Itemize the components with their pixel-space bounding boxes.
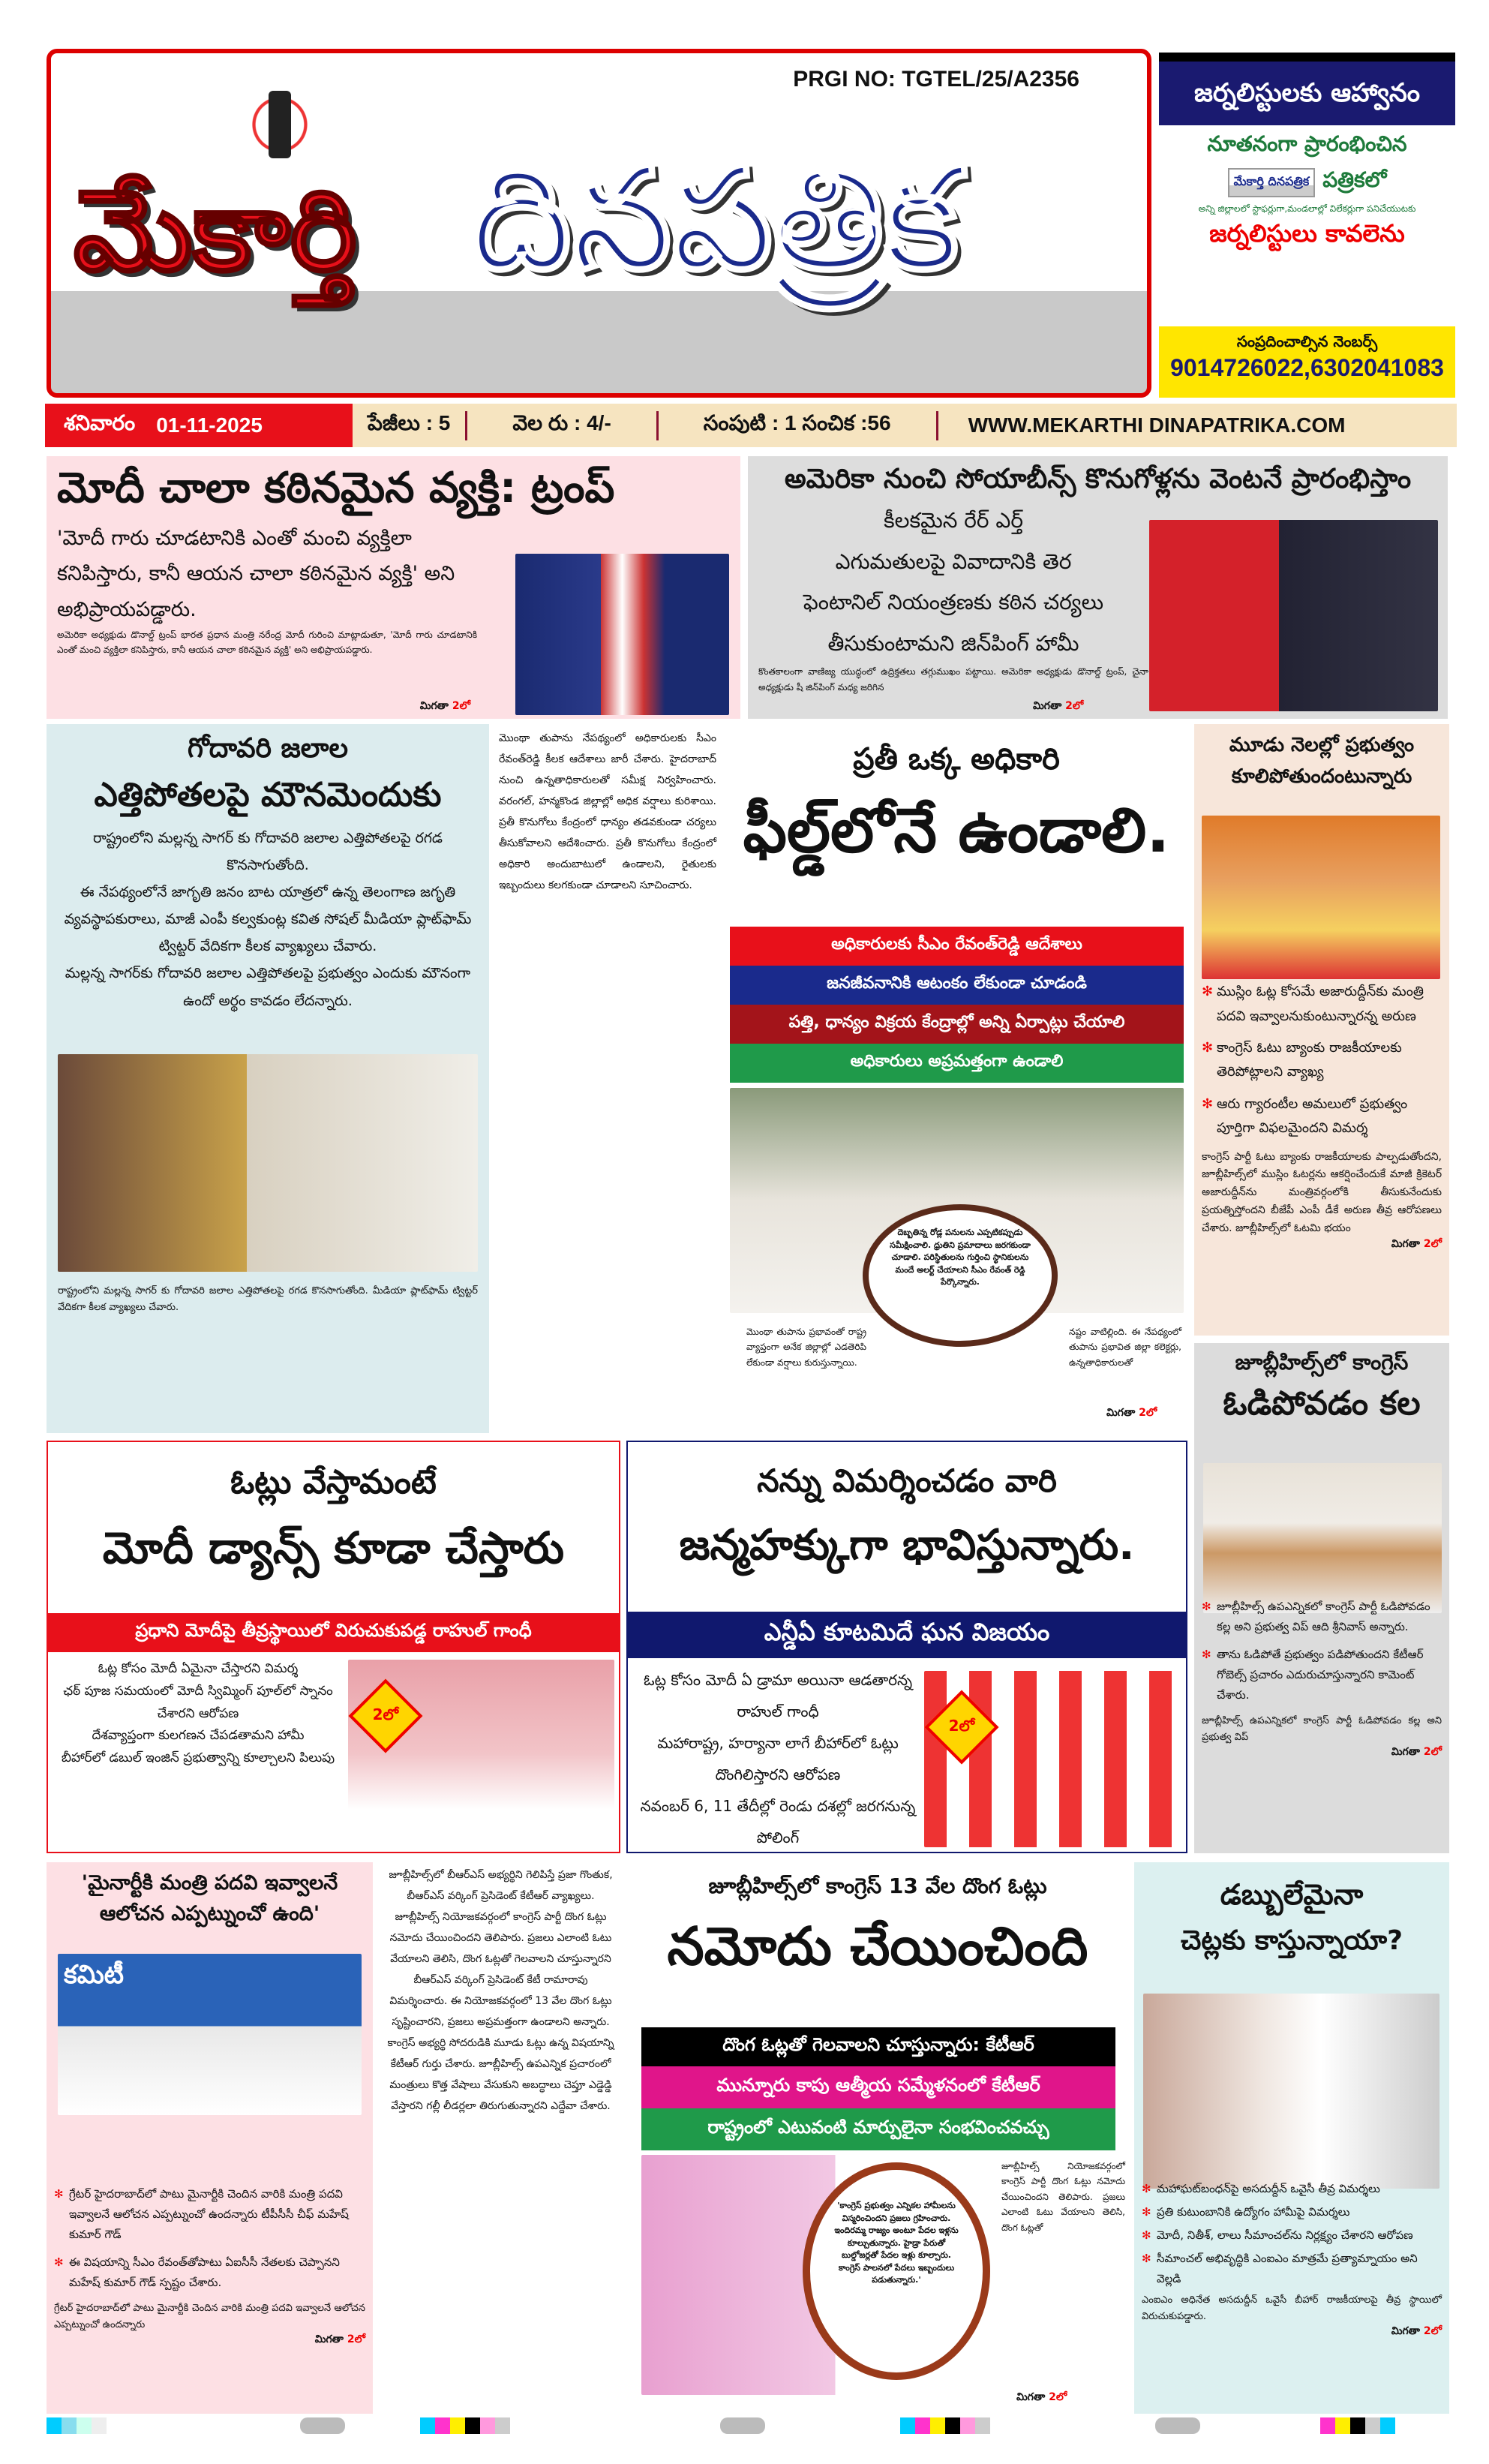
bullet: ✻ జూబ్లీహిల్స్ ఉపఎన్నికలో కాంగ్రెస్ పార్టీ ఓడిపోవడం కల్ల అని ప్రభుత్వ విప్ ఆది శ్రీనివాస్ అన్నారు. [1202,1597,1442,1637]
price: వెల రు : 4/- [467,411,658,440]
bullet: ✻ మోదీ, నితీశ్, లాలు సీమాంచల్‌ను నిర్లక్ష్యం చేశారని ఆరోపణ [1142,2225,1442,2246]
kicker: గోదావరి జలాల [188,733,348,764]
ad-heading: జర్నలిస్టులకు ఆహ్వానం [1159,62,1455,125]
continued-label: మిగతా 2లో [1106,1407,1157,1419]
prgi-number: PRGI NO: TGTEL/25/A2356 [793,67,1079,92]
xi-jinping-photo [1149,520,1438,711]
deck-line: కీలకమైన రేర్ ఎర్త్ [884,508,1023,533]
summary-line: నవంబర్ 6, 11 తేదీల్లో రెండు దశల్లో జరగనున్న పోలింగ్ [640,1797,916,1846]
story-text: ఎంఐఎం అధినేత అసదుద్దీన్ ఒవైసీ బీహార్ రాజకీయాలపై తీవ్ర స్థాయిలో విరుచుకుపడ్డారు. [1142,2294,1442,2322]
deck-line: ఫెంటానిల్ నియంత్రణకు కఠిన చర్యలు [803,590,1104,615]
bullet: ✻ ఆరు గ్యారంటీల అమలులో ప్రభుత్వం పూర్తిగా విఫలమైందని విమర్శ [1202,1092,1442,1141]
headline: ఫీల్డ్‌లోనే ఉండాలి. [743,795,1170,867]
kicker: ప్రతీ ఒక్క అధికారి [853,742,1060,777]
headline: ఎత్తిపోతలపై మౌనమెందుకు [94,776,442,814]
band-red: ప్రధాని మోదీపై తీవ్రస్థాయిలో విరుచుకుపడ్డ రాహుల్ గాంధీ [48,1613,619,1652]
cyclone-column-text: మొంథా తుపాను నేపథ్యంలో అధికారులకు సీఎం రేవంత్‌రెడ్డి కీలక ఆదేశాలు జారీ చేశారు. హైదరాబాద్‌ నుంచి ఉన్నతాధికారులతో సమీక్ష నిర్వహించారు. వరంగల్, హన్మకొండ జిల్లాల్లో అధిక వర్షాలు కురిశాయి. ప్రతీ కొనుగోలు కేంద్రంలో ధాన్యం తడవకుండా చర్యలు తీసుకోవాలని ఆదేశించారు. ప్రతీ కొనుగోలు కేంద్రంలో అధికారి అందుబాటులో ఉండాలని, రైతులకు ఇబ్బందులు కలగకుండా చూడాలని సూచించారు. [499,732,716,891]
website-link[interactable]: WWW.MEKARTHI DINAPATRIKA.COM [968,413,1346,437]
journalist-recruitment-ad [1159,53,1455,398]
volume-issue: సంపుటి : 1 సంచిక :56 [659,411,938,440]
color-registration-bar [900,2417,990,2434]
kavitha-kcr-photo [58,1054,478,1272]
kicker: డబ్బులేమైనా [1220,1878,1364,1911]
summary-line: మహారాష్ట్ర, హర్యానా లాగే బీహార్‌లో ఓట్లు దొంగిలిస్తారని ఆరోపణ [657,1734,899,1783]
summary-line: ఓట్ల కోసం మోదీ ఏమైనా చేస్తారని విమర్శ [98,1661,299,1676]
color-registration-bar [720,2417,765,2434]
page-ref-badge[interactable]: 2లో [349,1679,423,1753]
masthead-title-red: మేకార్తి [74,166,357,296]
page-ref-badge[interactable]: 2లో [925,1690,999,1765]
band-navy: ఎన్డీఏ కూటమిదే ఘన విజయం [628,1612,1186,1658]
band-pink: మున్నూరు కాపు ఆత్మీయ సమ్మేళనంలో కేటీఆర్ [641,2066,1115,2108]
story-text: జూబ్లీహిల్స్ ఉపఎన్నికలో కాంగ్రెస్ పార్టీ ఓడిపోవడం కల్ల అని ప్రభుత్వ విప్ [1202,1715,1442,1744]
headline: నమోదు చేయించింది [667,1916,1088,1977]
ad-line: నూతనంగా ప్రారంభించిన [1207,131,1407,156]
band-green: అధికారులు అప్రమత్తంగా ఉండాలి [730,1044,1184,1083]
color-registration-bar [1320,2417,1395,2434]
headline: చెట్లకు కాస్తున్నాయా? [1180,1925,1403,1956]
ad-line: అన్ని జిల్లాలలో స్టాఫర్లుగా,మండలాల్లో విలేకర్లుగా పనిచేయుటకు [1198,203,1416,214]
godavari-story [47,724,489,1433]
page-count: పేజీలు : 5 [353,411,467,440]
trump-modi-story [47,456,740,719]
bullet: ✻ ఈ విషయాన్ని సీఎం రేవంత్‌తోపాటు ఏఐసీసీ నేతలకు చెప్పానని మహేష్ కుమార్ గౌడ్ స్పష్టం చేశారు. [54,2252,365,2293]
china-soybean-story [748,456,1448,719]
continued-label: మిగతా 2లో [314,2333,365,2346]
caption-right: నష్టం వాటిల్లింది. ఈ నేపథ్యంలో తుపాను ప్రభావిత జిల్లా కలెక్టర్లు, ఉన్నతాధికారులతో [1069,1327,1181,1368]
headline: మూడు నెలల్లో ప్రభుత్వం కూలిపోతుందంటున్నారు [1229,734,1415,788]
deck: 'మోదీ గారు చూడటానికి ఎంతో మంచి వ్యక్తిలా కనిపిస్తారు, కానీ ఆయన చాలా కఠినమైన వ్యక్తి' అని అభిప్రాయపడ్డారు. [57,527,455,621]
kicker: నన్ను విమర్శించడం వారి [757,1462,1057,1499]
adi-srinivas-photo [1203,1463,1442,1613]
bullet: ✻ మహాఘట్‌బంధన్‌పై అసదుద్దీన్ ఒవైసీ తీవ్ర విమర్శలు [1142,2179,1442,2199]
bullet: ✻ గ్రేటర్ హైదరాబాద్‌లో పాటు మైనార్టీకి చెందిన వారికి మంత్రి పదవి ఇవ్వాలనే ఆలోచన ఎప్పట్నుంచో ఉందన్నారు టీపీసీసీ చీఫ్ మహేష్ కుమార్ గౌడ్ [54,2184,365,2245]
headline: 'మైనార్టీకి మంత్రి పదవి ఇవ్వాలనే ఆలోచన ఎప్పట్నుంచో ఉంది' [81,1871,338,1925]
bullet: ✻ తాను ఓడిపోతే ప్రభుత్వం పడిపోతుందని కేటీఆర్ గోబెల్స్ ప్రచారం ఎదురుచూస్తున్నారని కామెంట్ చేశారు. [1202,1645,1442,1705]
deck-line: తీసుకుంటామని జిన్‌పింగ్ హామీ [827,630,1079,656]
color-registration-bar [420,2417,510,2434]
dk-aruna-photo [1202,816,1440,979]
story-text: గ్రేటర్ హైదరాబాద్‌లో పాటు మైనార్టీకి చెందిన వారికి మంత్రి పదవి ఇవ్వాలనే ఆలోచన ఎప్పట్నుంచో ఉందన్నారు [54,2303,365,2331]
continued-label: మిగతా 2లో [1391,1746,1442,1759]
fake-votes-story [626,1862,1129,2414]
owaisi-photo [1143,1994,1439,2189]
masthead-title-blue: దినపత్రిక [471,136,959,302]
summary-line: దేశవ్యాప్తంగా కులగణన చేపడతామని హామీ [92,1728,305,1744]
kicker: ఓట్లు వేస్తామంటే [230,1463,437,1501]
info-bar [45,404,1457,447]
band-black: దొంగ ఓట్లతో గెలవాలని చూస్తున్నారు: కేటీఆర్ [641,2027,1115,2066]
paragraph: ఈ నేపథ్యంలోనే జాగృతి జనం బాట యాత్రలో ఉన్న తెలంగాణ జగృతి వ్యవస్థాపకురాలు, మాజీ ఎంపీ కల్వకుంట్ల కవిత సోషల్ మీడియా ప్లాట్‌ఫామ్ ట్విట్టర్ వేదికగా కీలక వ్యాఖ్యలు చేవారు. [64,884,472,955]
day: శనివారం [64,410,136,434]
headline: మోదీ డ్యాన్స్ కూడా చేస్తారు [102,1522,565,1573]
ad-line: జర్నలిస్టులు కావలెను [1209,219,1405,248]
owaisi-story [1134,1862,1449,2414]
color-registration-bar [47,2417,107,2434]
band-blue: జనజీవనానికి ఆటంకం లేకుండా చూడండి [730,966,1184,1005]
headline: అమెరికా నుంచి సోయాబీన్స్ కొనుగోళ్లను వెంటనే ప్రారంభిస్తాం [784,464,1412,494]
continued-label: మిగతా 2లో [1033,700,1084,712]
color-registration-bar [300,2417,345,2434]
continued-label: మిగతా 2లో [1391,2324,1442,2337]
quote-callout: 'కాంగ్రెస్ ప్రభుత్వం ఎన్నికల హామీలను విస్మరించిందని ప్రజలు గ్రహించారు. ఇందిరమ్మ రాజ్యం అంటూ పేదల ఇళ్లను కూల్చుతున్నారు. హైడ్రా పేరుతో బుల్డోజర్లతో పేదల ఇళ్లు కూల్చారు. కాంగ్రెస్ పాలనలో పేదలు ఇబ్బందులు పడుతున్నారు.' [803,2162,990,2380]
headline: మోదీ చాలా కఠినమైన వ్యక్తి: ట్రంప్ [57,464,615,512]
dk-aruna-story [1194,724,1449,1336]
ad-phone-numbers: 9014726022,6302041083 [1170,354,1444,381]
masthead [47,49,1151,398]
kicker: జూబ్లీహిల్స్‌లో కాంగ్రెస్ [1235,1350,1409,1375]
date: 01-11-2025 [156,413,263,437]
story-text: అమెరికా అధ్యక్షుడు డొనాల్డ్ ట్రంప్ భారత ప్రధాన మంత్రి నరేంద్ర మోదీ గురించి మాట్లాడుతూ, 'మోదీ గారు చూడటానికి ఎంతో మంచి వ్యక్తిలా కనిపిస్తారు, కానీ ఆయన చాలా కఠినమైన వ్యక్తి' అని అభిప్రాయపడ్డారు. [57,629,477,656]
bullet: ✻ సీమాంచల్ అభివృద్ధికి ఎంఐఎం మాత్రమే ప్రత్యామ్నాయం అని వెల్లడి [1142,2249,1442,2289]
color-registration-bar [1155,2417,1200,2434]
officials-field-story [724,724,1189,1433]
story-text: రాష్ట్రంలోని మల్లన్న సాగర్ కు గోదావరి జలాల ఎత్తిపోతలపై రగడ కొనసాగుతోంది. మీడియా ప్లాట్‌ఫామ్ ట్విట్టర్ వేదికగా కీలక వ్యాఖ్యలు చేవారు. [58,1285,478,1314]
bullet: ✻ కాంగ్రెస్ ఓటు బ్యాంకు రాజకీయాలకు తెరిపోట్లాలని వ్యాఖ్య [1202,1036,1442,1085]
caption: జూబ్లీహిల్స్ నియోజకవర్గంలో కాంగ్రెస్ పార్టీ దొంగ ఓట్లు నమోదు చేయించిందని తెలిపారు. ప్రజలు ఎలాంటి ఓటు వేయాలని తెలిసి, దొంగ ఓట్లతో [1001,2161,1125,2233]
continued-label: మిగతా 2లో [419,700,470,712]
band-red: అధికారులకు సీఎం రేవంత్‌రెడ్డి ఆదేశాలు [730,927,1184,966]
caption-left: మొంథా తుపాను ప్రభావంతో రాష్ట్ర వ్యాప్తంగా అనేక జిల్లాల్లో ఎడతెరిపి లేకుండా వర్షాలు కురుస్తున్నాయి. [746,1327,866,1368]
headline: ఓడిపోవడం కల [1223,1384,1421,1423]
trump-photo [515,554,729,715]
paragraph: రాష్ట్రంలోని మల్లన్న సాగర్ కు గోదావరి జలాల ఎత్తిపోతలపై రగడ కొనసాగుతోంది. [93,830,443,874]
kicker: జూబ్లీహిల్స్‌లో కాంగ్రెస్ 13 వేల దొంగ ఓట్లు [708,1874,1047,1898]
summary-line: ఓట్ల కోసం మోదీ ఏ డ్రామా అయినా ఆడతారన్న రాహుల్ గాంధీ [643,1671,913,1720]
ktr-column-text: జూబ్లీహిల్స్‌లో బీఆర్ఎస్ అభ్యర్థిని గెలిపిస్తే ప్రజా గొంతుక, బీఆర్ఎస్ వర్కింగ్ ప్రెసిడెంట్ కేటీఆర్ వ్యాఖ్యలు. జూబ్లీహిల్స్ నియోజకవర్గంలో కాంగ్రెస్ పార్టీ దొంగ ఓట్లు నమోదు చేయించిందని తెలిపారు. ప్రజలు ఎలాంటి ఓటు వేయాలని తెలిసి, దొంగ ఓట్లతో గెలవాలని చూస్తున్నారని బీఆర్ఎస్ వర్కింగ్ ప్రెసిడెంట్ కేటీ రామారావు విమర్శించారు. ఈ నియోజకవర్గంలో 13 వేల దొంగ ఓట్లు సృష్టించారని, ప్రజలు అప్రమత్తంగా ఉండాలని అన్నారు. కాంగ్రెస్ అభ్యర్థి సోదరుడికి మూడు ఓట్లు ఉన్న విషయాన్ని కేటీఆర్ గుర్తు చేశారు. జూబ్లీహిల్స్ ఉపఎన్నిక ప్రచారంలో మంత్రులు కొత్త వేషాలు వేసుకుని అబద్ధాలు చెప్తూ ఎడ్డెడ్డి వేస్తారని గల్లీ లీడర్లలా తిరుగుతున్నారని ఎద్దేవా చేశారు. [387,1869,614,2112]
summary-line: ఛఠ్ పూజ సమయంలో మోదీ స్విమ్మింగ్ పూల్‌లో స్నానం చేశారని ఆరోపణ [63,1683,333,1721]
summary-line: బీహార్‌లో డబుల్ ఇంజిన్ ప్రభుత్వాన్ని కూల్చాలని పిలుపు [61,1750,335,1765]
band-green: రాష్ట్రంలో ఎటువంటి మార్పులైనా సంభవించవచ్చు [641,2108,1115,2150]
continued-label: మిగతా 2లో [1016,2391,1067,2403]
jubilee-hills-congress-story [1194,1343,1449,1853]
paragraph: మల్లన్న సాగర్‌కు గోదావరి జలాల ఎత్తిపోతలపై ప్రభుత్వం ఎందుకు మౌనంగా ఉందో అర్థం కావడం లేదన్నారు. [65,965,471,1009]
modi-criticism-story [626,1441,1187,1853]
fist-pen-logo-icon [224,68,336,181]
photo-backdrop-text: కమిటీ [64,1960,124,1990]
story-text: కొంతకాలంగా వాణిజ్య యుద్ధంలో ఉద్రిక్తతలు తగ్గుముఖం పట్టాయి. అమెరికా అధ్యక్షుడు డొనాల్డ్ ట్రంప్, చైనా అధ్యక్షుడు షీ జిన్‌పింగ్ మధ్య జరిగిన [758,666,1148,693]
quote-callout: దెబ్బతిన్న రోడ్ల పనులను ఎప్పటికప్పుడు సమీక్షించాలి. ధ్రుతిని ప్రమాదాలు జరగకుండా చూడాలి. పరిస్థితులను గుర్తించి స్థానికులను మందే అలర్ట్ చేయాలని సీఎం రేవంత్ రెడ్డి పేర్కొన్నారు. [863,1204,1058,1347]
deck-line: ఎగుమతులపై వివాదానికి తెర [835,548,1072,574]
continued-label: మిగతా 2లో [1391,1237,1442,1250]
headline: జన్మహక్కుగా భావిస్తున్నారు. [679,1520,1135,1570]
minority-minister-story [47,1862,373,2414]
rahul-modi-dance-story [47,1441,620,1853]
story-text: కాంగ్రెస్ పార్టీ ఓటు బ్యాంకు రాజకీయాలకు పాల్పడుతోందని, జూబ్లీహిల్స్‌లో ముస్లిం ఓటర్లను ఆకర్షించేందుకే మాజీ క్రికెటర్ అజారుద్దీన్‌ను మంత్రివర్గంలోకి తీసుకునేందుకు ప్రయత్నిస్తోందని బీజేపీ ఎంపీ డీకే అరుణ తీవ్ర ఆరోపణలు చేశారు. జూబ్లీహిల్స్‌లో ఓటమి భయం [1202,1150,1442,1234]
ad-line: సంప్రదించాల్సిన నెంబర్స్ [1236,332,1378,350]
ad-logo: మేకార్తి దినపత్రిక [1228,168,1316,197]
band-maroon: పత్తి, ధాన్యం విక్రయ కేంద్రాల్లో అన్ని ఏర్పాట్లు చేయాలి [730,1005,1184,1044]
mahesh-kumar-goud-photo [58,1954,362,2115]
date-box [45,404,353,447]
bullet: ✻ ప్రతి కుటుంబానికి ఉద్యోగం హామీపై విమర్శలు [1142,2202,1442,2222]
ad-line: పత్రికలో [1322,167,1387,192]
bullet: ✻ ముస్లిం ఓట్ల కోసమే అజారుద్దీన్‌కు మంత్రి పదవి ఇవ్వాలనుకుంటున్నారన్న అరుణ [1202,980,1442,1029]
